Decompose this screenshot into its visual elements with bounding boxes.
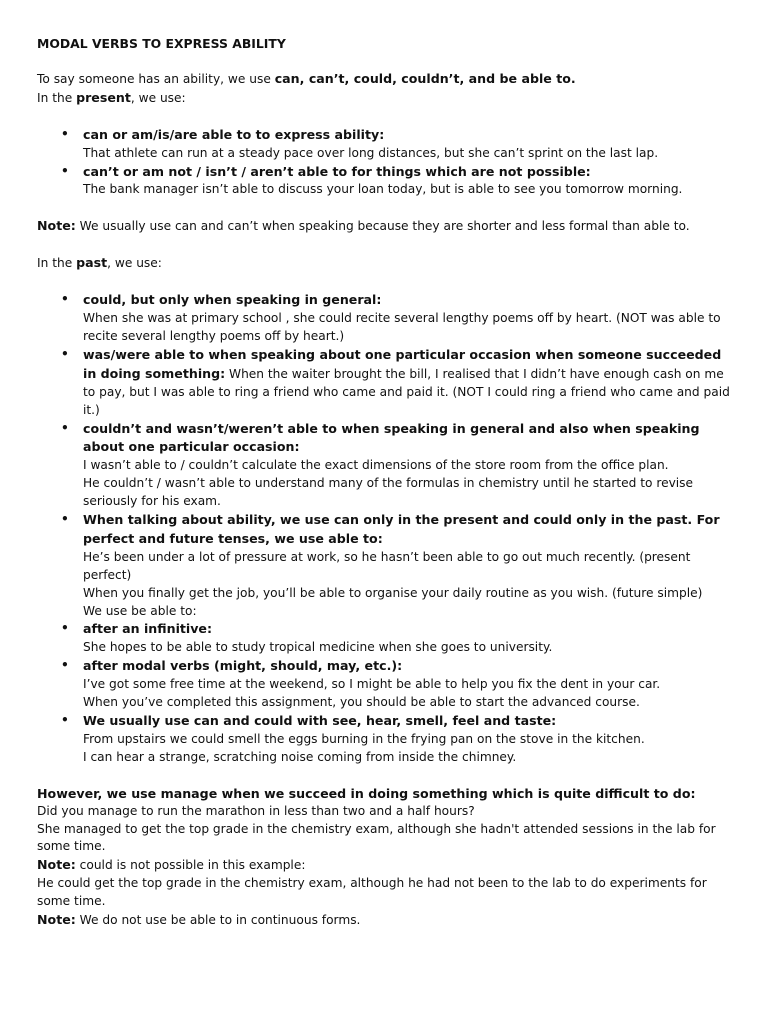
note-3 [37, 911, 737, 930]
document-title: MODAL VERBS TO EXPRESS ABILITY [37, 36, 286, 51]
bullet-icon: • [61, 658, 69, 673]
list-item-example: When she was at primary school , she could recite several lengthy poems off by heart. (NOT was able to recite several lengthy poems off by heart.) [83, 311, 721, 343]
list-item [37, 346, 737, 420]
list-item [37, 126, 737, 163]
list-item-heading-line [83, 620, 737, 639]
list-item-example: I wasn’t able to / couldn’t calculate the exact dimensions of the store room from the office plan. [83, 458, 669, 473]
list-item [37, 511, 737, 620]
present-bullet-list [37, 126, 737, 200]
note-label: Note: [37, 857, 76, 873]
note-text: We usually use can and can’t when speaking because they are shorter and less formal than able to. [75, 219, 690, 234]
list-item-heading: after an infinitive: [83, 621, 213, 637]
list-item-example: When you’ve completed this assignment, you should be able to start the advanced course. [83, 695, 640, 710]
list-item-heading: was/were able to when speaking about one particular occasion when someone succeeded in doing something: [83, 346, 722, 381]
list-item-example: That athlete can run at a steady pace over long distances, but she can’t sprint on the last lap. [83, 145, 659, 160]
list-item-example: We use be able to: [83, 603, 197, 618]
list-item [37, 163, 737, 200]
manage-example-2: She managed to get the top grade in the chemistry exam, although she hadn't attended sessions in the lab for some time. [37, 821, 716, 854]
list-item-example: The bank manager isn’t able to discuss your loan today, but is able to see you tomorrow morning. [83, 182, 683, 197]
intro-bold-text: can, can’t, could, couldn’t, and be able to. [274, 70, 576, 86]
bullet-icon: • [61, 346, 69, 361]
bullet-icon: • [61, 292, 69, 307]
note-1 [37, 217, 737, 236]
list-item-heading-line [83, 291, 737, 310]
list-item-heading-line [83, 420, 737, 458]
list-item-example: She hopes to be able to study tropical medicine when she goes to university. [83, 640, 553, 655]
note-label: Note: [37, 912, 76, 928]
bullet-icon: • [61, 126, 69, 141]
list-item-heading-line [83, 346, 737, 420]
document-page [37, 35, 737, 930]
manage-heading: However, we use manage when we succeed in doing something which is quite difficult to do: [37, 785, 696, 801]
list-item-heading: can or am/is/are able to to express ability: [83, 126, 385, 142]
list-item-example: I’ve got some free time at the weekend, so I might be able to help you fix the dent in your car. [83, 677, 661, 692]
list-item-heading: can’t or am not / isn’t / aren’t able to for things which are not possible: [83, 163, 591, 179]
past-bullet-list [37, 291, 737, 767]
list-item-heading-line [83, 657, 737, 676]
bullet-icon: • [61, 713, 69, 727]
list-item [37, 291, 737, 346]
list-item-heading: When talking about ability, we use can only in the present and could only in the past. For perfect and future tenses, we use able to: [83, 512, 720, 546]
list-item [37, 712, 737, 767]
note-text: We do not use be able to in continuous forms. [75, 913, 361, 928]
intro-text: , we use: [107, 256, 162, 271]
bullet-icon: • [61, 163, 69, 178]
spacer [37, 767, 737, 785]
list-item-example: When the waiter brought the bill, I realised that I didn’t have enough cash on me to pay, but I was able to ring a friend who came and paid it. (NOT I could ring a friend who came and paid it.) [83, 366, 730, 417]
list-item-heading: could, but only when speaking in general: [83, 292, 382, 308]
note-2 [37, 856, 737, 875]
intro-text: In the [37, 90, 77, 105]
list-item-heading: after modal verbs (might, should, may, etc.): [83, 658, 403, 674]
manage-example-1: Did you manage to run the marathon in less than two and a half hours? [37, 803, 475, 818]
bullet-icon: • [61, 512, 69, 527]
bullet-icon: • [61, 420, 69, 435]
bullet-icon: • [61, 621, 69, 636]
intro-text: , we use: [130, 90, 186, 105]
list-item [37, 620, 737, 657]
spacer [37, 273, 737, 291]
spacer [37, 236, 737, 254]
list-item-example: From upstairs we could smell the eggs burning in the frying pan on the stove in the kitchen. [83, 731, 645, 746]
list-item [37, 657, 737, 712]
note-label: Note: [37, 218, 76, 234]
intro-text: In the [37, 256, 77, 271]
intro-line-2 [37, 89, 737, 108]
list-item-heading-line [83, 126, 737, 145]
spacer [37, 108, 737, 126]
list-item-example: I can hear a strange, scratching noise coming from inside the chimney. [83, 749, 517, 764]
spacer [37, 199, 737, 217]
list-item-example: He’s been under a lot of pressure at work, so he hasn’t been able to go out much recently. (present perfect) [83, 549, 691, 582]
list-item-heading-line [83, 163, 737, 182]
list-item-example: When you finally get the job, you’ll be able to organise your daily routine as you wish. (future simple) [83, 585, 703, 600]
intro-text: To say someone has an ability, we use [37, 71, 275, 86]
list-item [37, 420, 737, 512]
manage-example-3: He could get the top grade in the chemistry exam, although he had not been to the lab to do experiments for some time. [37, 876, 707, 909]
list-item-heading-line [83, 511, 737, 549]
intro-line-1 [37, 70, 737, 89]
past-intro [37, 254, 737, 273]
past-keyword: past [76, 255, 108, 271]
list-item-heading-line [83, 712, 737, 731]
list-item-example: He couldn’t / wasn’t able to understand many of the formulas in chemistry until he started to revise seriously for his exam. [83, 476, 694, 509]
list-item-heading: We usually use can and could with see, hear, smell, feel and taste: [83, 713, 557, 728]
present-keyword: present [76, 89, 131, 105]
list-item-heading: couldn’t and wasn’t/weren’t able to when speaking in general and also when speaking about one particular occasion: [83, 420, 700, 455]
note-text: could is not possible in this example: [75, 858, 306, 873]
